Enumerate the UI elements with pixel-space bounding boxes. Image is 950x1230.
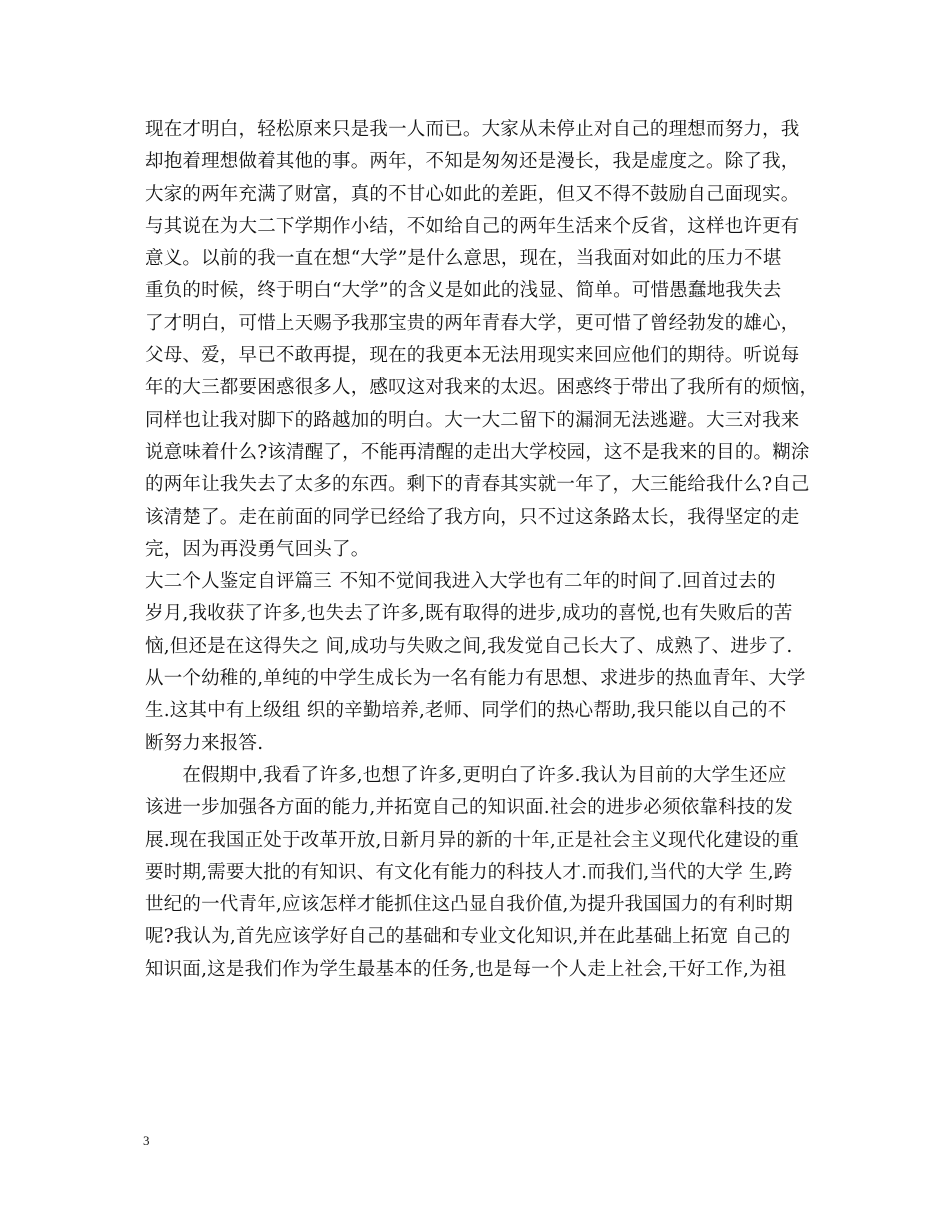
text-line: 生.这其中有上级组 织的辛勤培养,老师、同学们的热心帮助,我只能以自己的不	[145, 700, 787, 722]
text-line: 同样也让我对脚下的路越加的明白。大一大二留下的漏洞无法逃避。大三对我来	[145, 409, 800, 431]
text-line: 该进一步加强各方面的能力,并拓宽自己的知识面.社会的进步必须依靠科技的发	[145, 797, 793, 819]
text-line: 要时期,需要大批的有知识、有文化有能力的科技人才.而我们,当代的大学 生,跨	[145, 861, 793, 883]
text-line: 年的大三都要困惑很多人，感叹这对我来的太迟。困惑终于带出了我所有的烦恼，	[145, 377, 819, 399]
text-line: 呢?我认为,首先应该学好自己的基础和专业文化知识,并在此基础上拓宽 自己的	[145, 926, 791, 948]
text-line: 断努力来报答.	[145, 732, 264, 754]
text-line: 现在才明白，轻松原来只是我一人而已。大家从未停止对自己的理想而努力，我	[145, 119, 800, 140]
text-line: 与其说在为大二下学期作小结，不如给自己的两年生活来个反省，这样也许更有	[145, 215, 800, 237]
text-line: 的两年让我失去了太多的东西。剩下的青春其实就一年了，大三能给我什么?自己	[145, 474, 810, 496]
text-line: 却抱着理想做着其他的事。两年，不知是匆匆还是漫长，我是虚度之。除了我，	[145, 151, 800, 173]
text-line: 重负的时候，终于明白“大学”的含义是如此的浅显、简单。可惜愚蠢地我失去	[145, 280, 782, 302]
text-line: 完，因为再没勇气回头了。	[145, 538, 370, 560]
body-text	[145, 114, 825, 986]
page-number: 3	[143, 1133, 150, 1148]
text-line: 知识面,这是我们作为学生最基本的任务,也是每一个人走上社会,干好工作,为祖	[145, 958, 787, 980]
text-line: 大家的两年充满了财富，真的不甘心如此的差距，但又不得不鼓励自己面现实。	[145, 183, 800, 205]
text-line: 父母、爱，早已不敢再提，现在的我更本无法用现实来回应他们的期待。听说每	[145, 345, 800, 367]
section-heading-line: 大二个人鉴定自评篇三 不知不觉间我进入大学也有二年的时间了.回首过去的	[145, 571, 776, 593]
text-line: 展.现在我国正处于改革开放,日新月异的新的十年,正是社会主义现代化建设的重	[145, 829, 800, 851]
text-line: 恼,但还是在这得失之 间,成功与失败之间,我发觉自己长大了、成熟了、进步了.	[145, 635, 793, 657]
text-line: 了才明白，可惜上天赐予我那宝贵的两年青春大学，更可惜了曾经勃发的雄心，	[145, 312, 800, 334]
text-line: 在假期中,我看了许多,也想了许多,更明白了许多.我认为目前的大学生还应	[145, 764, 787, 786]
text-line: 该清楚了。走在前面的同学已经给了我方向，只不过这条路太长，我得坚定的走	[145, 506, 800, 528]
text-line: 世纪的一代青年,应该怎样才能抓住这凸显自我价值,为提升我国国力的有利时期	[145, 894, 793, 916]
text-line: 意义。以前的我一直在想“大学”是什么意思，现在，当我面对如此的压力不堪	[145, 248, 782, 270]
text-line: 说意味着什么?该清醒了，不能再清醒的走出大学校园，这不是我来的目的。糊涂	[145, 441, 810, 463]
text-line: 岁月,我收获了许多,也失去了许多,既有取得的进步,成功的喜悦,也有失败后的苦	[145, 603, 793, 625]
text-line: 从一个幼稚的,单纯的中学生成长为一名有能力有思想、求进步的热血青年、大学	[145, 668, 806, 690]
